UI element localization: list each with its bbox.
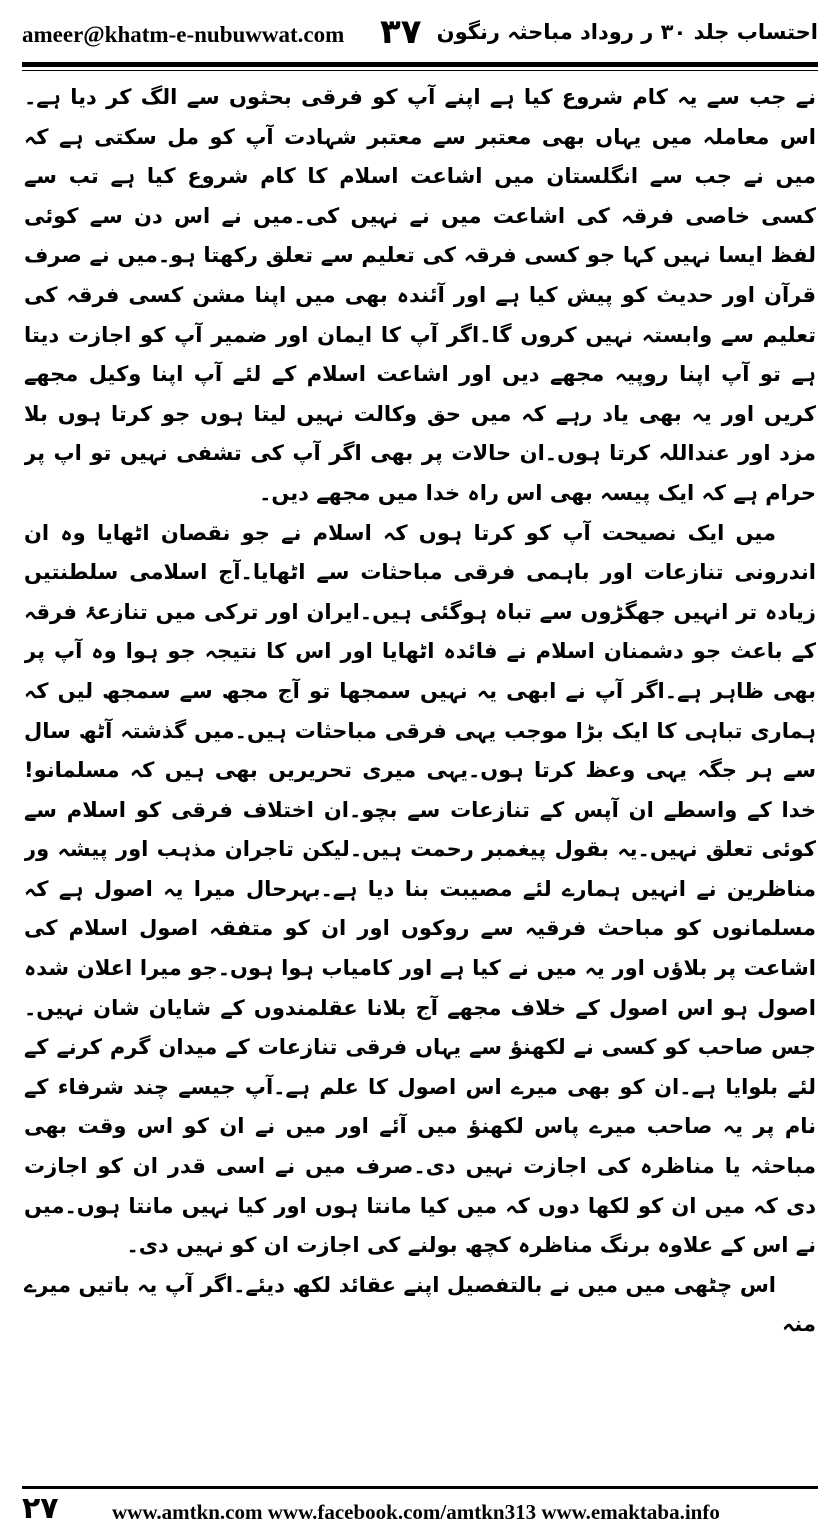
footer-rule	[22, 1486, 818, 1489]
header-title: احتساب جلد ۳۰ ر روداد مباحثہ رنگون	[436, 20, 818, 44]
paragraph-3: اس چٹھی میں میں نے بالتفصیل اپنے عقائد لکھ دیئے۔اگر آپ یہ باتیں میرے منہ	[24, 1272, 816, 1337]
header-page-number: ۳۷	[380, 12, 422, 52]
header-rule-thick	[22, 62, 818, 67]
paragraph-2: میں ایک نصیحت آپ کو کرتا ہوں کہ اسلام نے جو نقصان اٹھایا وہ ان اندرونی تنازعات اور باہمی فرقی مباحثات سے اٹھایا۔آج اسلامی سلطنتیں زیادہ تر انہیں جھگڑوں سے تباہ ہوگئی ہیں۔ایران اور ترکی میں تنازعۂ فرقہ کے باعث جو دشمنان اسلام نے فائدہ اٹھایا اور اس کا نتیجہ جو ہوا وہ آپ پر بھی ظاہر ہے۔اگر آپ نے ابھی یہ نہیں سمجھا تو آج مجھ سے سمجھ لیں کہ ہماری تباہی کا ایک بڑا موجب یہی فرقی مباحثات ہیں۔میں گذشتہ آٹھ سال سے ہر جگہ یہی وعظ کرتا ہوں۔یہی میری تحریریں بھی ہیں کہ مسلمانو! خدا کے واسطے ان آپس کے تنازعات سے بچو۔ان اختلاف فرقی کو اسلام سے کوئی تعلق نہیں۔یہ بقول پیغمبر رحمت ہیں۔لیکن تاجران مذہب اور پیشہ ور مناظرین نے انہیں ہمارے لئے مصیبت بنا دیا ہے۔بہرحال میرا یہ اصول ہے کہ مسلمانوں کو مباحث فرقیہ سے روکوں اور ان کو متفقہ اصول اسلام کی اشاعت پر بلاؤں اور یہ میں نے کیا ہے اور کامیاب ہوا ہوں۔جو میرا اعلان شدہ اصول ہو اس اصول کے خلاف مجھے آج بلانا عقلمندوں کے شایان شان نہیں۔جس صاحب کو کسی نے لکھنؤ سے یہاں فرقی تنازعات کے میدان گرم کرنے کے لئے بلوایا ہے۔ان کو بھی میرے اس اصول کا علم ہے۔آپ جیسے چند شرفاء کے نام پر یہ صاحب میرے پاس لکھنؤ میں آئے اور میں نے ان کو اس وقت بھی مباحثہ یا مناظرہ کی اجازت نہیں دی۔صرف میں نے اسی قدر ان کو اجازت دی کہ میں ان کو لکھا دوں کہ میں کیا مانتا ہوں اور کیا نہیں مانتا ہوں۔میں نے اس کے علاوہ برنگ مناظرہ کچھ بولنے کی اجازت ان کو نہیں دی۔	[24, 520, 816, 1258]
footer-links: www.amtkn.com www.facebook.com/amtkn313 www.emaktaba.info	[112, 1500, 720, 1524]
header-rule-thin	[22, 70, 818, 71]
body-text	[24, 78, 816, 1448]
footer-page-number: ۲۷	[22, 1491, 59, 1526]
page-footer	[0, 1462, 840, 1540]
page-header	[0, 0, 840, 66]
header-email: ameer@khatm-e-nubuwwat.com	[22, 22, 345, 47]
paragraph-1: نے جب سے یہ کام شروع کیا ہے اپنے آپ کو فرقی بحثوں سے الگ کر دیا ہے۔اس معاملہ میں یہاں بھی معتبر سے معتبر شہادت آپ کو مل سکتی ہے کہ میں نے جب سے انگلستان میں اشاعت اسلام کا کام شروع کیا ہے تب سے کسی خاصی فرقہ کی اشاعت میں نے نہیں کی۔میں نے اس دن سے کوئی لفظ ایسا نہیں کہا جو کسی فرقہ کی تعلیم سے تعلق رکھتا ہو۔میں نے صرف قرآن اور حدیث کو پیش کیا ہے اور آئندہ بھی میں اپنا مشن کسی فرقہ کی تعلیم سے وابستہ نہیں کروں گا۔اگر آپ کا ایمان اور ضمیر آپ کو اجازت دیتا ہے تو آپ اپنا روپیہ مجھے دیں اور اشاعت اسلام کے لئے آپ اپنا وکیل مجھے کریں اور یہ بھی یاد رہے کہ میں حق وکالت نہیں لیتا ہوں جو کرتا ہوں بلا مزد اور عنداللہ کرتا ہوں۔ان حالات پر بھی اگر آپ کی تشفی نہیں تو اپ پر حرام ہے کہ ایک پیسہ بھی اس راہ خدا میں مجھے دیں۔	[24, 85, 816, 505]
